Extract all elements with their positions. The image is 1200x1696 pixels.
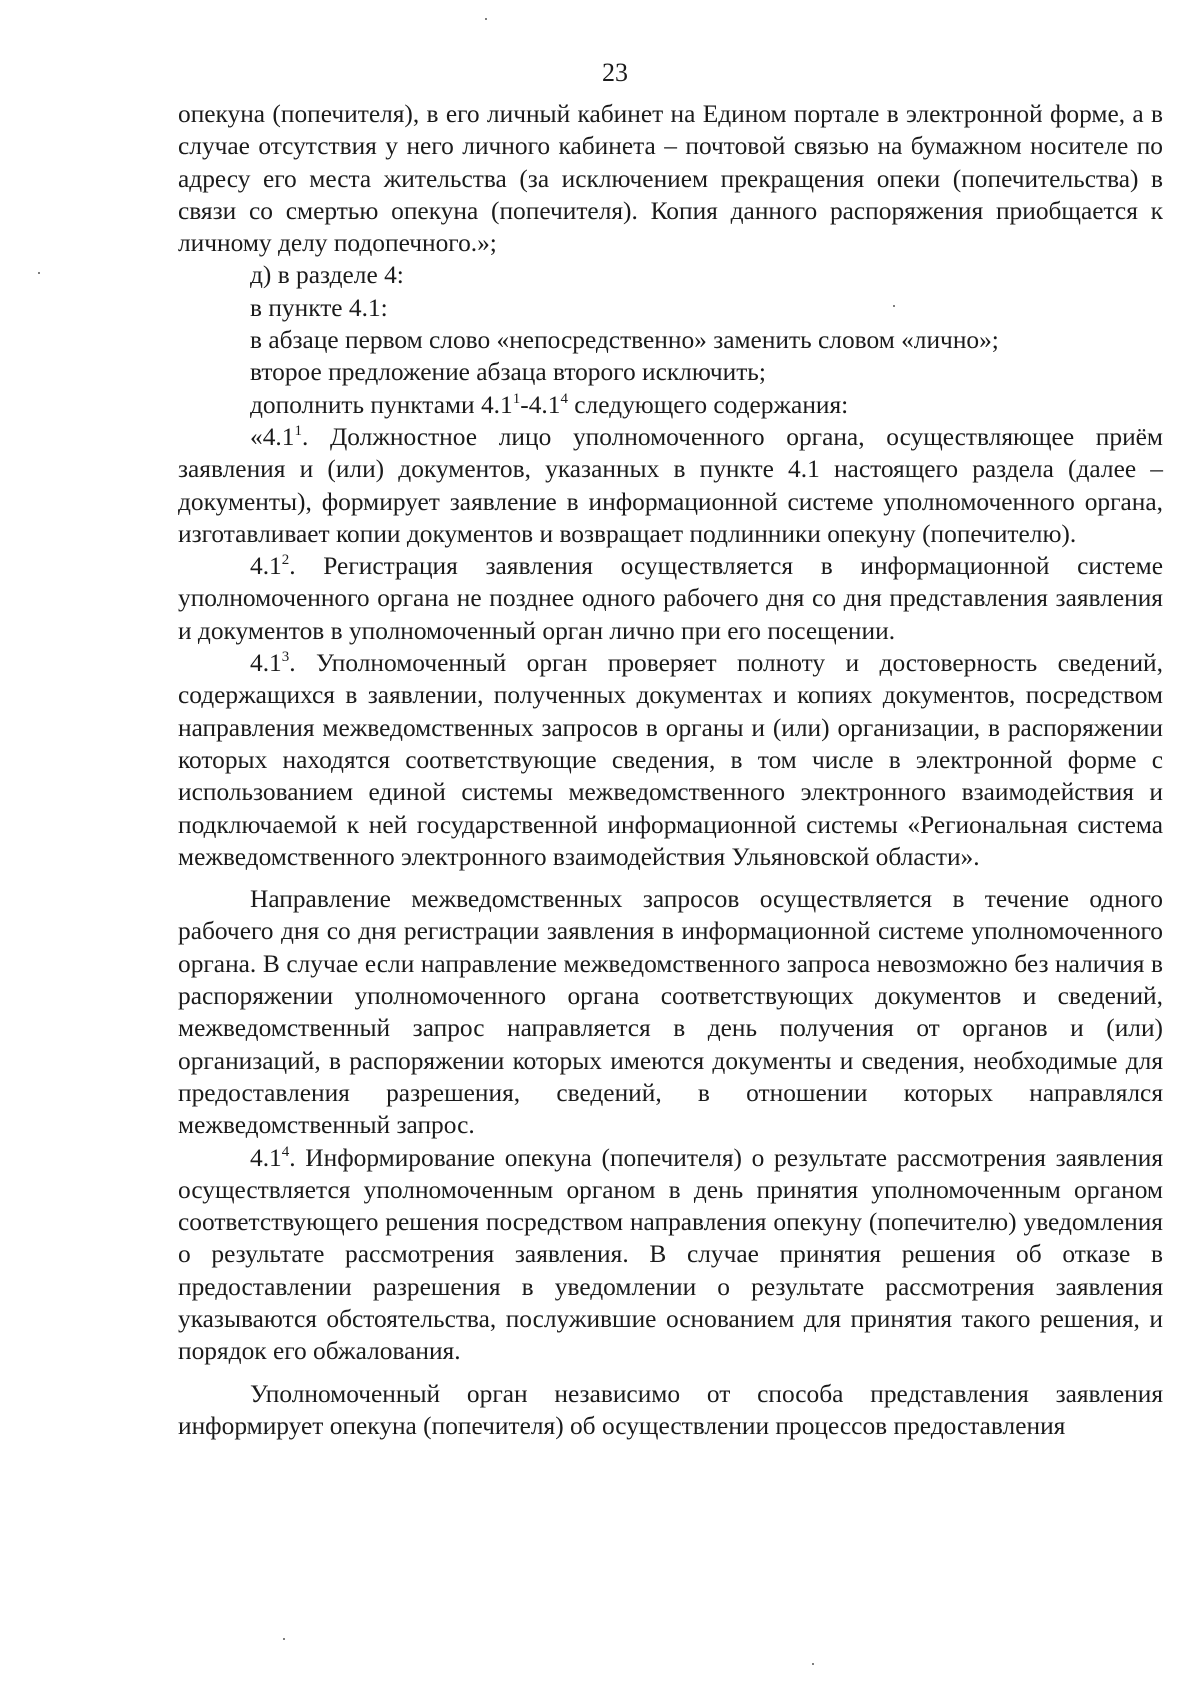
paragraph-first-abzac: в абзаце первом слово «непосредственно» заменить словом «лично»; <box>250 326 999 355</box>
paragraph-4-1-1: «$4.1^1$. Должностное лицо уполномоченного органа, осуществляющее приём заявления и (или) документов, указанных в пункте 4.1 настоящего раздела (далее – документы), формирует заявление в информационной системе уполномоченного органа, изготавливает копии документов и возвращает подлинники опекуну (попечителю). <box>178 422 1163 548</box>
paragraph-item-4-1: в пункте 4.1: <box>250 293 388 322</box>
scan-speck <box>812 1663 814 1665</box>
paragraph-informing: Уполномоченный орган независимо от способа представления заявления информирует опекуна (попечителя) об осуществлении процессов предоставления <box>178 1379 1163 1440</box>
paragraph-section-4: д) в разделе 4: <box>250 261 404 290</box>
paragraph-interagency-requests: Направление межведомственных запросов осуществляется в течение одного рабочего дня со дня регистрации заявления в информационной системе уполномоченного органа. В случае если направление межведомственного запроса невозможно без наличия в распоряжении уполномоченного органа соответствующих документов и сведений, межведомственный запрос направляется в день получения от органов и (или) организаций, в распоряжении которых имеются документы и сведения, необходимые для предоставления разрешения, сведений, в отношении которых направлялся межведомственный запрос. <box>178 885 1163 1140</box>
page-number: 23 <box>602 58 628 87</box>
paragraph-4-1-3: $4.1^3$. Уполномоченный орган проверяет полноту и достоверность сведений, содержащихся в заявлении, полученных документах и копиях документов, посредством направления межведомственных запросов в органы и (или) организации, в распоряжении которых находятся соответствующие сведения, в том числе в электронной форме с использованием единой системы межведомственного электронного взаимодействия и подключаемой к ней государственной информационной системы «Региональная система межведомственного электронного взаимодействия Ульяновской области». <box>178 649 1163 871</box>
scan-speck <box>283 1638 285 1640</box>
scan-speck <box>38 272 40 274</box>
paragraph-4-1-2: $4.1^2$. Регистрация заявления осуществляется в информационной системе уполномоченного органа не позднее одного рабочего дня со дня представления заявления и документов в уполномоченный орган лично при его посещении. <box>178 552 1163 645</box>
paragraph-continuation: опекуна (попечителя), в его личный кабинет на Едином портале в электронной форме, а в случае отсутствия у него личного кабинета – почтовой связью на бумажном носителе по адресу его места жительства (за исключением прекращения опеки (попечительства) в связи со смертью опекуна (попечителя). Копия данного распоряжения приобщается к личному делу подопечного.»; <box>178 100 1163 258</box>
scan-speck <box>893 305 895 307</box>
paragraph-4-1-4: $4.1^4$. Информирование опекуна (попечителя) о результате рассмотрения заявления осуществляется уполномоченным органом в день принятия уполномоченным органом соответствующего решения посредством направления опекуну (попечителю) уведомления о результате рассмотрения заявления. В случае принятия решения об отказе в предоставлении разрешения в уведомлении о результате рассмотрения заявления указываются обстоятельства, послужившие основанием для принятия такого решения, и порядок его обжалования. <box>178 1143 1163 1366</box>
paragraph-add-items: дополнить пунктами $4.1^1-4.1^4$ следующего содержания: <box>250 390 849 419</box>
paragraph-second-sentence: второе предложение абзаца второго исключить; <box>250 358 766 387</box>
document-body <box>178 98 1163 1442</box>
scan-speck <box>485 18 487 20</box>
